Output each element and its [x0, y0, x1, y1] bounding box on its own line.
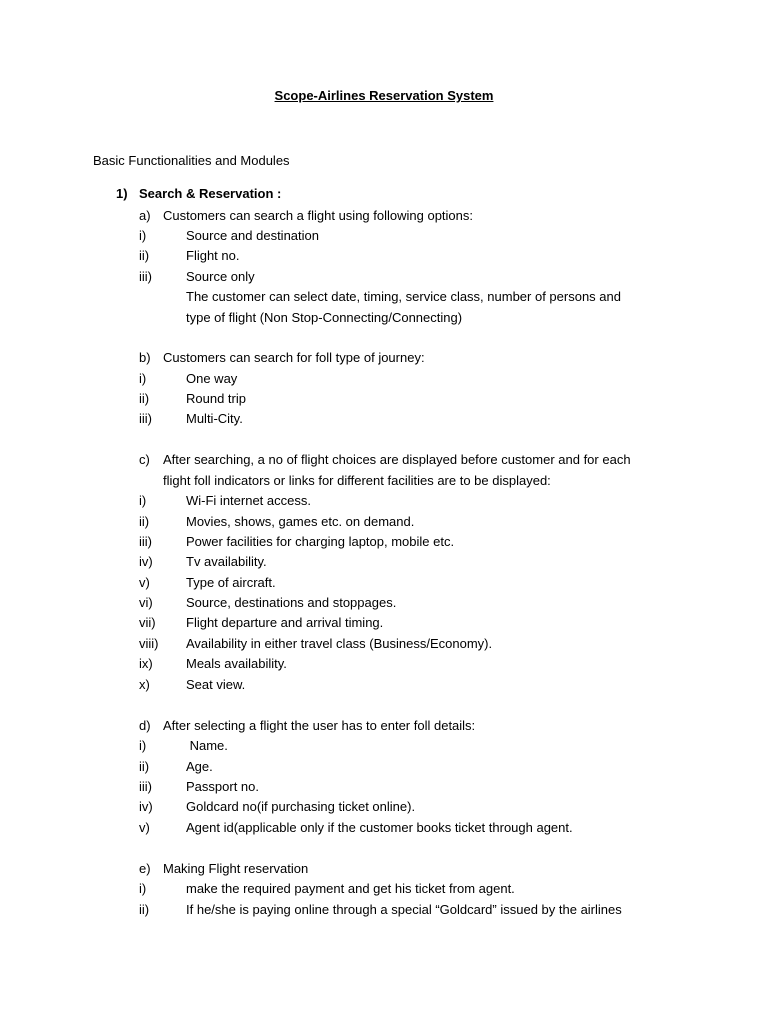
list-item-marker: vi): [139, 595, 153, 610]
subsection-c-text: flight foll indicators or links for different facilities are to be displayed:: [163, 473, 551, 488]
list-item-text: Passport no.: [186, 779, 259, 794]
subsection-c-marker: c): [139, 452, 150, 467]
list-item-text: Source and destination: [186, 228, 319, 243]
subsection-b-text: Customers can search for foll type of journey:: [163, 350, 425, 365]
subsection-d-marker: d): [139, 718, 151, 733]
list-item-text: Age.: [186, 759, 213, 774]
list-item-text: Meals availability.: [186, 656, 287, 671]
list-item-marker: iii): [139, 411, 152, 426]
list-item-text: Round trip: [186, 391, 246, 406]
list-item-text: Goldcard no(if purchasing ticket online).: [186, 799, 416, 814]
list-item-marker: i): [139, 228, 147, 243]
list-item-marker: v): [139, 820, 150, 835]
list-item-text: make the required payment and get his ticket from agent.: [186, 881, 515, 896]
note-line: type of flight (Non Stop-Connecting/Connecting): [186, 310, 463, 325]
list-item-text: Flight no.: [186, 248, 240, 263]
list-item-marker: i): [139, 738, 147, 753]
subsection-e-marker: e): [139, 861, 151, 876]
section-title: Search & Reservation :: [139, 186, 282, 201]
list-item-marker: i): [139, 371, 147, 386]
list-item-text: Multi-City.: [186, 411, 243, 426]
subsection-c-text: After searching, a no of flight choices are displayed before customer and for each: [163, 452, 631, 467]
subsection-a-text: Customers can search a flight using following options:: [163, 208, 473, 223]
subsection-e-text: Making Flight reservation: [163, 861, 309, 876]
subsection-a-marker: a): [139, 208, 151, 223]
section-heading: Basic Functionalities and Modules: [93, 153, 290, 168]
list-item-marker: iv): [139, 799, 153, 814]
list-item-text: Source only: [186, 269, 255, 284]
list-item-text: Name.: [186, 738, 228, 753]
section-number: 1): [116, 186, 128, 201]
list-item-text: One way: [186, 371, 238, 386]
list-item-text: Agent id(applicable only if the customer books ticket through agent.: [186, 820, 573, 835]
list-item-text: If he/she is paying online through a special “Goldcard” issued by the airlines: [186, 902, 622, 917]
list-item-marker: ii): [139, 391, 150, 406]
list-item-marker: vii): [139, 615, 156, 630]
list-item-marker: ii): [139, 759, 150, 774]
list-item-marker: i): [139, 493, 147, 508]
subsection-b-marker: b): [139, 350, 151, 365]
list-item-text: Tv availability.: [186, 554, 267, 569]
list-item-text: Movies, shows, games etc. on demand.: [186, 514, 415, 529]
list-item-marker: iv): [139, 554, 153, 569]
list-item-marker: ix): [139, 656, 153, 671]
list-item-text: Source, destinations and stoppages.: [186, 595, 397, 610]
document-title: Scope-Airlines Reservation System: [274, 88, 494, 103]
list-item-marker: ii): [139, 248, 150, 263]
list-item-text: Availability in either travel class (Business/Economy).: [186, 636, 493, 651]
list-item-text: Power facilities for charging laptop, mobile etc.: [186, 534, 455, 549]
note-line: The customer can select date, timing, service class, number of persons and: [186, 289, 621, 304]
list-item-text: Wi-Fi internet access.: [186, 493, 311, 508]
list-item-text: Type of aircraft.: [186, 575, 276, 590]
list-item-marker: i): [139, 881, 147, 896]
list-item-text: Flight departure and arrival timing.: [186, 615, 384, 630]
list-item-marker: ii): [139, 902, 150, 917]
list-item-marker: v): [139, 575, 150, 590]
list-item-text: Seat view.: [186, 677, 246, 692]
list-item-marker: iii): [139, 534, 152, 549]
list-item-marker: iii): [139, 269, 152, 284]
list-item-marker: x): [139, 677, 150, 692]
list-item-marker: ii): [139, 514, 150, 529]
list-item-marker: viii): [139, 636, 159, 651]
subsection-d-text: After selecting a flight the user has to enter foll details:: [163, 718, 476, 733]
list-item-marker: iii): [139, 779, 152, 794]
